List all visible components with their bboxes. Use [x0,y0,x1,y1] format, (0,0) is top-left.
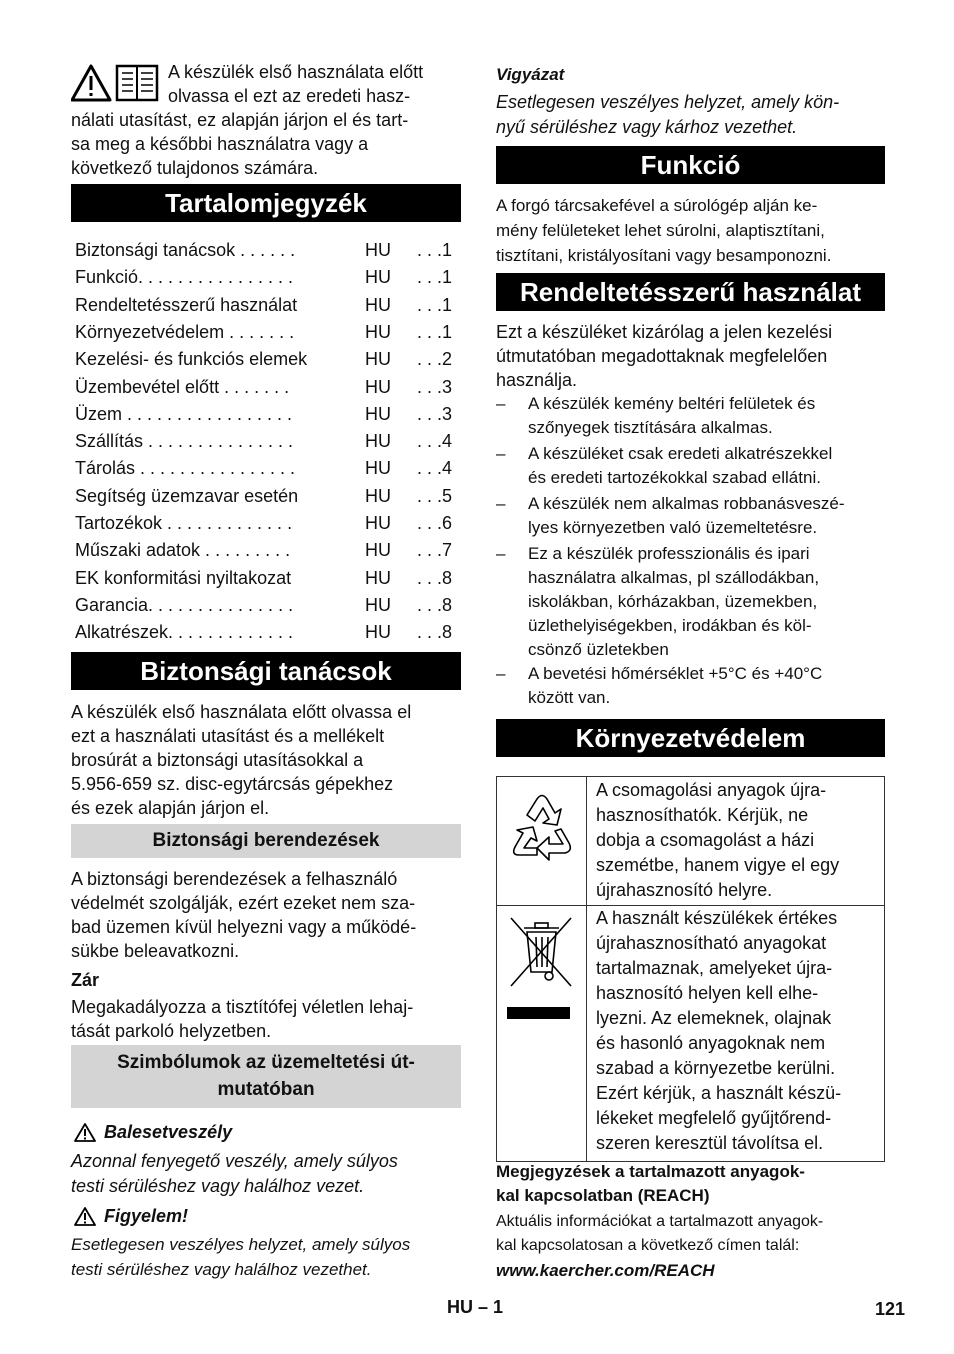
environment-heading: Környezetvédelem [496,719,885,757]
attention-warning-icon [74,1206,96,1226]
toc-row[interactable] [75,374,460,401]
symbols-heading-line-1: Szimbólumok az üzemeltetési út- [117,1052,415,1073]
env-row2-line-2: újrahasznosítható anyagokat [596,933,827,953]
toc-lang: HU [365,622,391,643]
toc-label: Biztonsági tanácsok . . . . . . [75,240,296,260]
toc-page: . . .4 [416,431,452,452]
safety-devices-heading: Biztonsági berendezések [71,824,461,858]
bullet-dash: – [496,494,506,513]
bullet-text-line: A készülék kemény beltéri felületek és [528,394,816,413]
page-number: 121 [875,1299,906,1319]
intro-line-1: A készülék első használata előtt [168,62,424,82]
env-row2-line-8: Ezért kérjük, a használt készü- [596,1083,842,1103]
env-row1-line-4: szemétbe, hanem vigye el egy [596,855,840,875]
toc-label: Környezetvédelem . . . . . . . [75,321,295,342]
bullet-text-line: használatra alkalmas, pl szállodákban, [528,568,820,587]
toc-row[interactable] [75,292,460,319]
reach-link[interactable]: www.kaercher.com/REACH [496,1261,715,1280]
bullet-text-line: üzlethelyiségekben, irodákban és köl- [528,616,812,635]
toc-label: EK konformitási nyiltakozat [75,567,292,588]
usage-bullet [496,492,885,540]
toc-page: . . .8 [416,622,452,643]
caution-line-1: Esetlegesen veszélyes helyzet, amely kön- [496,92,840,112]
function-line-2: mény felületeket lehet súrolni, alaptisztítani, [496,221,825,240]
toc-page: . . .6 [416,513,452,533]
toc-lang: HU [365,349,391,370]
bullet-dash: – [496,664,506,683]
caution-label: Vigyázat [496,65,565,84]
usage-bullet [496,442,885,490]
env-row2-line-7: szabad a környezetbe kerülni. [596,1058,836,1078]
toc-page: . . .1 [416,240,452,260]
devices-line-3: bad üzemen kívül helyezni vagy a működé- [71,917,417,937]
env-row2-line-6: és hasonló anyagoknak nem [596,1033,826,1053]
toc-label: Tárolás . . . . . . . . . . . . . . . . [75,458,296,479]
warning-label: Figyelem! [104,1206,189,1226]
reach-line-2: kal kapcsolatosan a következő címen talál: [496,1237,800,1254]
bullet-text-line: A készülék nem alkalmas robbanásveszé- [528,494,845,513]
crossed-bin-icon [497,906,586,1161]
toc-row[interactable] [75,565,460,592]
toc-label: Segítség üzemzavar esetén [75,485,299,506]
toc-lang: HU [365,567,391,588]
env-row1-line-5: újrahasznosító helyre. [596,880,773,900]
toc-row[interactable] [75,619,460,646]
warning-manual-icons [71,62,163,104]
toc-page: . . .1 [416,321,452,342]
toc-label: Műszaki adatok . . . . . . . . . [75,540,291,561]
lock-line-1: Megakadályozza a tisztítófej véletlen lehaj- [71,997,414,1017]
toc-lang: HU [365,403,391,424]
toc-row[interactable] [75,346,460,373]
env-row2-line-1: A használt készülékek értékes [596,908,838,928]
usage-heading: Rendeltetésszerű használat [496,273,885,311]
safety-line-1: A készülék első használata előtt olvassa el [71,702,412,722]
env-row1-line-1: A csomagolási anyagok újra- [596,780,827,800]
devices-line-1: A biztonsági berendezések a felhasználó [71,869,398,889]
intro-line-2: olvassa el ezt az eredeti hasz- [168,86,411,106]
toc-lang: HU [365,294,391,315]
toc-lang: HU [365,431,391,452]
environment-table [496,776,885,1162]
bullet-text-line: csönző üzletekben [528,640,669,659]
devices-line-2: védelmét szolgálják, ezért ezeket nem sza- [71,893,416,913]
usage-line-2: útmutatóban megadottaknak megfelelően [496,346,828,366]
safety-line-5: és ezek alapján járjon el. [71,798,270,818]
toc-page: . . .8 [416,594,452,615]
function-line-1: A forgó tárcsakefével a súrológép alján ke- [496,196,818,215]
safety-line-3: brosúrát a biztonsági utasításokkal a [71,750,364,770]
usage-line-3: használja. [496,370,578,390]
toc-page: . . .5 [416,485,452,506]
toc-row[interactable] [75,455,460,482]
toc-lang: HU [365,513,391,533]
env-row-packaging [497,777,884,906]
toc-row[interactable] [75,537,460,564]
bullet-text-line: szőnyegek tisztítására alkalmas. [528,418,773,437]
toc-label: Funkció. . . . . . . . . . . . . . . . [75,267,294,288]
caution-line-2: nyű sérüléshez vagy kárhoz vezethet. [496,117,798,137]
toc-lang: HU [365,485,391,506]
bullet-dash: – [496,544,506,563]
warning-line-1: Esetlegesen veszélyes helyzet, amely súlyos [71,1235,411,1254]
lock-heading: Zár [71,970,100,990]
env-row2-line-5: lyezni. Az elemeknek, olajnak [596,1008,832,1028]
env-row-weee [497,906,884,1161]
intro-line-5: következő tulajdonos számára. [71,158,319,178]
danger-label: Balesetveszély [104,1122,233,1142]
danger-line-1: Azonnal fenyegető veszély, amely súlyos [71,1151,398,1171]
safety-line-4: 5.956-659 sz. disc-egytárcsás gépekhez [71,774,394,794]
bullet-text-line: és eredeti tartozékokkal szabad ellátni. [528,468,821,487]
toc-row[interactable] [75,510,460,537]
toc-page: . . .8 [416,567,452,588]
toc-lang: HU [365,594,391,615]
usage-bullet [496,662,885,710]
toc-row[interactable] [75,428,460,455]
toc-heading: Tartalomjegyzék [71,184,461,222]
toc-label: Kezelési- és funkciós elemek [75,349,308,370]
bullet-text-line: A készüléket csak eredeti alkatrészekkel [528,444,833,463]
toc-label: Tartozékok . . . . . . . . . . . . . [75,513,293,533]
footer-page-label: HU – 1 [447,1297,504,1317]
usage-bullet [496,542,885,662]
toc-lang: HU [365,267,391,288]
toc-page: . . .1 [416,267,452,288]
safety-heading: Biztonsági tanácsok [71,652,461,690]
env-row2-line-10: szeren keresztül távolítsa el. [596,1133,824,1153]
toc-label: Szállítás . . . . . . . . . . . . . . . [75,431,294,452]
devices-line-4: sükbe beleavatkozni. [71,941,240,961]
usage-line-1: Ezt a készüléket kizárólag a jelen kezelési [496,322,833,342]
toc-label: Alkatrészek. . . . . . . . . . . . . [75,622,294,643]
lock-line-2: tását parkoló helyzetben. [71,1021,272,1041]
toc-row[interactable] [75,264,460,291]
bullet-text-line: Ez a készülék professzionális és ipari [528,544,810,563]
reach-heading-line-2: kal kapcsolatban (REACH) [496,1186,710,1205]
symbols-heading-line-2: mutatóban [217,1079,315,1100]
intro-line-4: sa meg a későbbi használatra vagy a [71,134,369,154]
toc-row[interactable] [75,237,460,264]
manual-book-icon [117,66,157,100]
toc-page: . . .2 [416,349,452,370]
intro-line-3: nálati utasítást, ez alapján járjon el és tart- [71,110,409,130]
toc-lang: HU [365,540,391,561]
symbols-heading [71,1045,461,1108]
toc-lang: HU [365,240,391,260]
recycle-icon [497,777,586,905]
toc-label: Üzembevétel előtt . . . . . . . [75,376,290,397]
safety-line-2: ezt a használati utasítást és a mellékelt [71,726,385,746]
toc-row[interactable] [75,319,460,346]
toc-page: . . .3 [416,376,452,397]
toc-page: . . .4 [416,458,452,479]
function-line-3: tisztítani, kristályosítani vagy besamponozni. [496,246,832,265]
toc-row[interactable] [75,592,460,619]
toc-page: . . .7 [416,540,452,561]
env-row2-line-3: tartalmaznak, amelyeket újra- [596,958,833,978]
bullet-text-line: iskolákban, kórházakban, üzemekben, [528,592,818,611]
toc-lang: HU [365,376,391,397]
toc-lang: HU [365,458,391,479]
toc-label: Üzem . . . . . . . . . . . . . . . . . [75,403,293,424]
bullet-text-line: között van. [528,688,611,707]
env-row2-line-4: hasznosító helyen kell elhe- [596,983,819,1003]
warning-line-2: testi sérüléshez vagy halálhoz vezethet. [71,1260,372,1279]
toc-page: . . .3 [416,403,452,424]
danger-warning-icon [74,1122,96,1142]
toc-lang: HU [365,321,391,342]
warning-triangle-icon [72,66,110,100]
reach-line-1: Aktuális információkat a tartalmazott anyagok- [496,1213,824,1230]
function-heading: Funkció [496,146,885,184]
env-row1-line-2: hasznosíthatók. Kérjük, ne [596,805,809,825]
toc-row[interactable] [75,401,460,428]
danger-line-2: testi sérüléshez vagy halálhoz vezet. [71,1176,365,1196]
toc-page: . . .1 [416,294,452,315]
toc-row[interactable] [75,483,460,510]
usage-bullet [496,392,885,440]
toc-label: Garancia. . . . . . . . . . . . . . . [75,594,294,615]
bullet-dash: – [496,394,506,413]
weee-icon-cell [497,906,587,1161]
bullet-text-line: A bevetési hőmérséklet +5°C és +40°C [528,664,823,683]
recycle-icon-cell [497,777,587,905]
bullet-dash: – [496,444,506,463]
bullet-text-line: lyes környezetben való üzemeltetésre. [528,518,818,537]
reach-heading-line-1: Megjegyzések a tartalmazott anyagok- [496,1162,805,1181]
env-row2-line-9: lékeket megfelelő gyűjtőrend- [596,1108,832,1128]
env-row1-line-3: dobja a csomagolást a házi [596,830,815,850]
toc-label: Rendeltetésszerű használat [75,294,298,315]
